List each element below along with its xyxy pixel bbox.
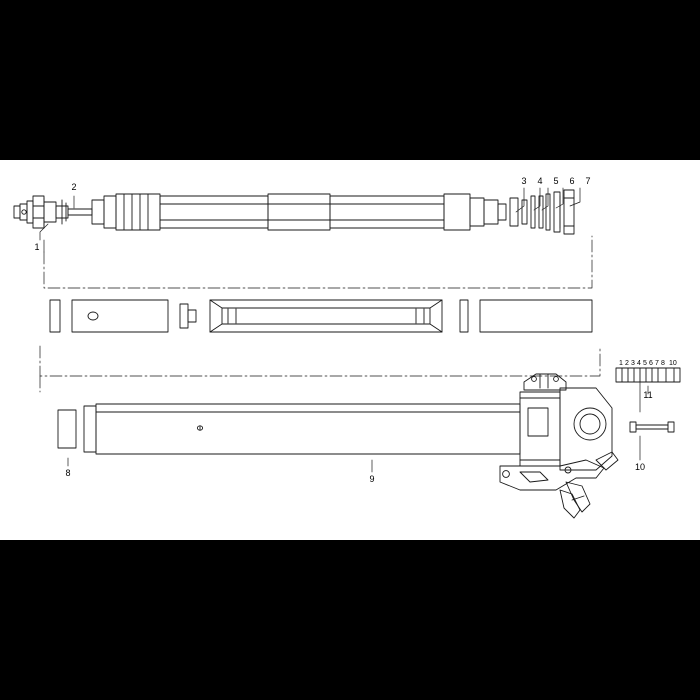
leader-lines [40, 188, 648, 472]
bolt-part [630, 422, 674, 432]
shim-tick-2: 2 [625, 360, 629, 367]
shim-pack [616, 368, 680, 382]
callout-2: 2 [71, 182, 77, 192]
callout-11: 11 [643, 390, 653, 400]
callout-5: 5 [553, 176, 559, 186]
callout-3: 3 [521, 176, 527, 186]
diagram-sheet [0, 160, 700, 540]
assembly-row-3 [58, 374, 618, 518]
shim-tick-1: 1 [619, 360, 623, 367]
center-line [40, 236, 592, 392]
callout-1: 1 [34, 242, 40, 252]
assembly-row-1 [14, 190, 574, 234]
shim-tick-10: 10 [669, 360, 677, 367]
shim-tick-3: 3 [631, 360, 635, 367]
assembly-row-2 [50, 300, 592, 332]
shim-tick-8: 8 [661, 360, 665, 367]
callout-7: 7 [585, 176, 591, 186]
callout-10: 10 [634, 462, 646, 472]
callout-6: 6 [569, 176, 575, 186]
construction-frames [40, 252, 600, 376]
callout-4: 4 [537, 176, 543, 186]
callout-9: 9 [369, 474, 375, 484]
shim-tick-6: 6 [649, 360, 653, 367]
shim-tick-7: 7 [655, 360, 659, 367]
parts-diagram-svg [0, 160, 700, 540]
callout-8: 8 [65, 468, 71, 478]
shim-tick-5: 5 [643, 360, 647, 367]
shim-tick-labels [619, 360, 677, 367]
shim-tick-4: 4 [637, 360, 641, 367]
